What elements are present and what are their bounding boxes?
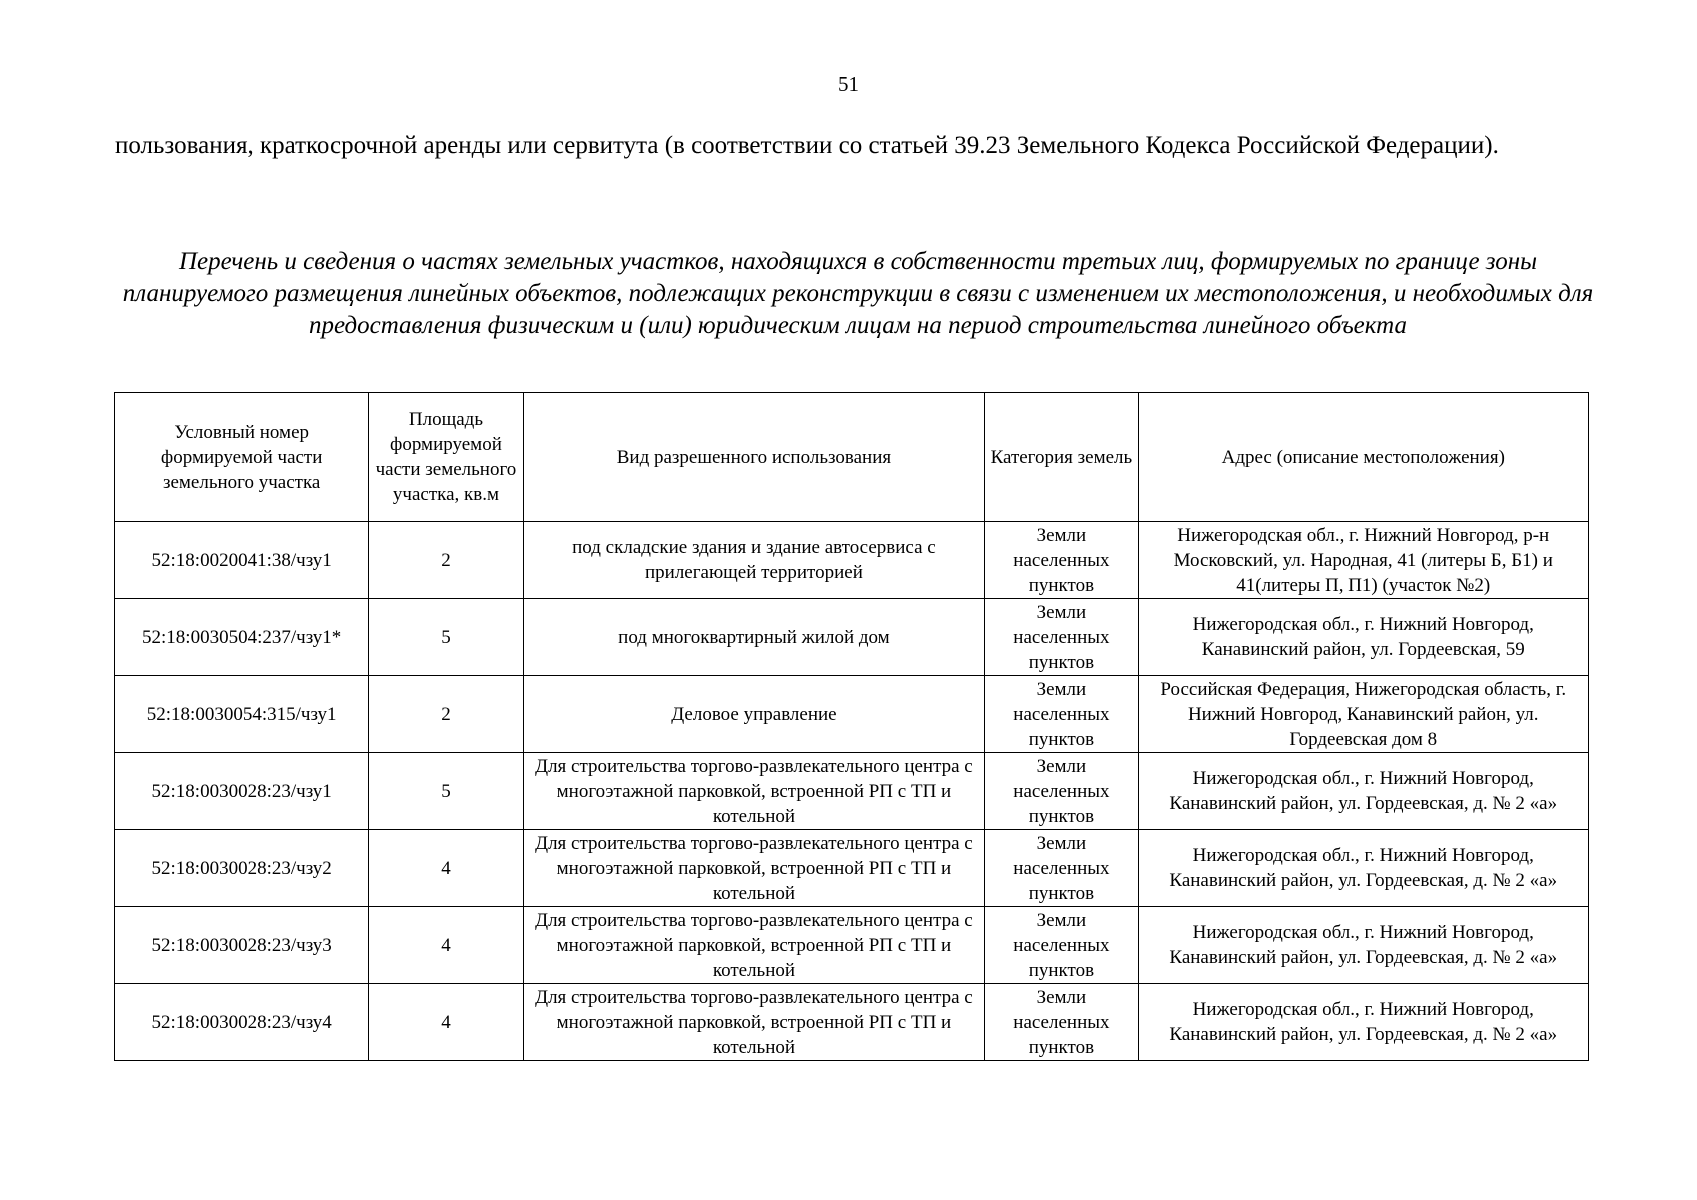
cell-permitted-use: Для строительства торгово-развлекательного центра с многоэтажной парковкой, встроенной РП с ТП и котельной xyxy=(523,907,985,984)
table-row xyxy=(115,907,1589,984)
cell-address: Нижегородская обл., г. Нижний Новгород, Канавинский район, ул. Гордеевская, д. № 2 «а» xyxy=(1138,907,1589,984)
cell-parcel-number: 52:18:0020041:38/чзу1 xyxy=(115,522,369,599)
cell-land-category: Земли населенных пунктов xyxy=(985,522,1138,599)
cell-address: Нижегородская обл., г. Нижний Новгород, Канавинский район, ул. Гордеевская, д. № 2 «а» xyxy=(1138,830,1589,907)
cell-parcel-number: 52:18:0030028:23/чзу4 xyxy=(115,984,369,1061)
table-header-row xyxy=(115,393,1589,522)
cell-land-category: Земли населенных пунктов xyxy=(985,830,1138,907)
cell-address: Нижегородская обл., г. Нижний Новгород, Канавинский район, ул. Гордеевская, д. № 2 «а» xyxy=(1138,753,1589,830)
cell-parcel-number: 52:18:0030028:23/чзу2 xyxy=(115,830,369,907)
header-land-category: Категория земель xyxy=(985,393,1138,522)
cell-land-category: Земли населенных пунктов xyxy=(985,753,1138,830)
cell-permitted-use: под складские здания и здание автосервиса с прилегающей территорией xyxy=(523,522,985,599)
cell-area: 4 xyxy=(369,984,523,1061)
cell-permitted-use: Для строительства торгово-развлекательного центра с многоэтажной парковкой, встроенной РП с ТП и котельной xyxy=(523,984,985,1061)
cell-permitted-use: Для строительства торгово-развлекательного центра с многоэтажной парковкой, встроенной РП с ТП и котельной xyxy=(523,830,985,907)
cell-area: 4 xyxy=(369,830,523,907)
cell-area: 5 xyxy=(369,599,523,676)
table-row xyxy=(115,676,1589,753)
cell-permitted-use: под многоквартирный жилой дом xyxy=(523,599,985,676)
cell-address: Нижегородская обл., г. Нижний Новгород, Канавинский район, ул. Гордеевская, д. № 2 «а» xyxy=(1138,984,1589,1061)
header-parcel-number: Условный номер формируемой части земельного участка xyxy=(115,393,369,522)
land-parcels-table xyxy=(114,392,1589,1061)
cell-area: 2 xyxy=(369,522,523,599)
cell-land-category: Земли населенных пунктов xyxy=(985,907,1138,984)
table-row xyxy=(115,599,1589,676)
cell-parcel-number: 52:18:0030028:23/чзу3 xyxy=(115,907,369,984)
cell-parcel-number: 52:18:0030028:23/чзу1 xyxy=(115,753,369,830)
cell-address: Нижегородская обл., г. Нижний Новгород, р-н Московский, ул. Народная, 41 (литеры Б, Б1) и 41(литеры П, П1) (участок №2) xyxy=(1138,522,1589,599)
header-permitted-use: Вид разрешенного использования xyxy=(523,393,985,522)
cell-permitted-use: Для строительства торгово-развлекательного центра с многоэтажной парковкой, встроенной РП с ТП и котельной xyxy=(523,753,985,830)
table-row xyxy=(115,830,1589,907)
table-row xyxy=(115,753,1589,830)
cell-area: 4 xyxy=(369,907,523,984)
table-caption: Перечень и сведения о частях земельных участков, находящихся в собственности третьих лиц, формируемых по границе зоны планируемого размещения линейных объектов, подлежащих реконструкции в связи с изменением их местоположения, и необходимых для предоставления физическим и (или) юридическим лицам на период строительства линейного объекта xyxy=(122,248,1594,339)
table-row xyxy=(115,984,1589,1061)
cell-permitted-use: Деловое управление xyxy=(523,676,985,753)
cell-land-category: Земли населенных пунктов xyxy=(985,676,1138,753)
header-address: Адрес (описание местоположения) xyxy=(1138,393,1589,522)
cell-parcel-number: 52:18:0030054:315/чзу1 xyxy=(115,676,369,753)
cell-area: 5 xyxy=(369,753,523,830)
cell-address: Нижегородская обл., г. Нижний Новгород, Канавинский район, ул. Гордеевская, 59 xyxy=(1138,599,1589,676)
page-number: 51 xyxy=(838,72,859,96)
table-row xyxy=(115,522,1589,599)
header-area: Площадь формируемой части земельного участка, кв.м xyxy=(369,393,523,522)
cell-land-category: Земли населенных пунктов xyxy=(985,984,1138,1061)
cell-address: Российская Федерация, Нижегородская область, г. Нижний Новгород, Канавинский район, ул. Гордеевская дом 8 xyxy=(1138,676,1589,753)
cell-area: 2 xyxy=(369,676,523,753)
cell-land-category: Земли населенных пунктов xyxy=(985,599,1138,676)
body-paragraph: пользования, краткосрочной аренды или сервитута (в соответствии со статьей 39.23 Земельного Кодекса Российской Федерации). xyxy=(115,132,1499,159)
cell-parcel-number: 52:18:0030504:237/чзу1* xyxy=(115,599,369,676)
